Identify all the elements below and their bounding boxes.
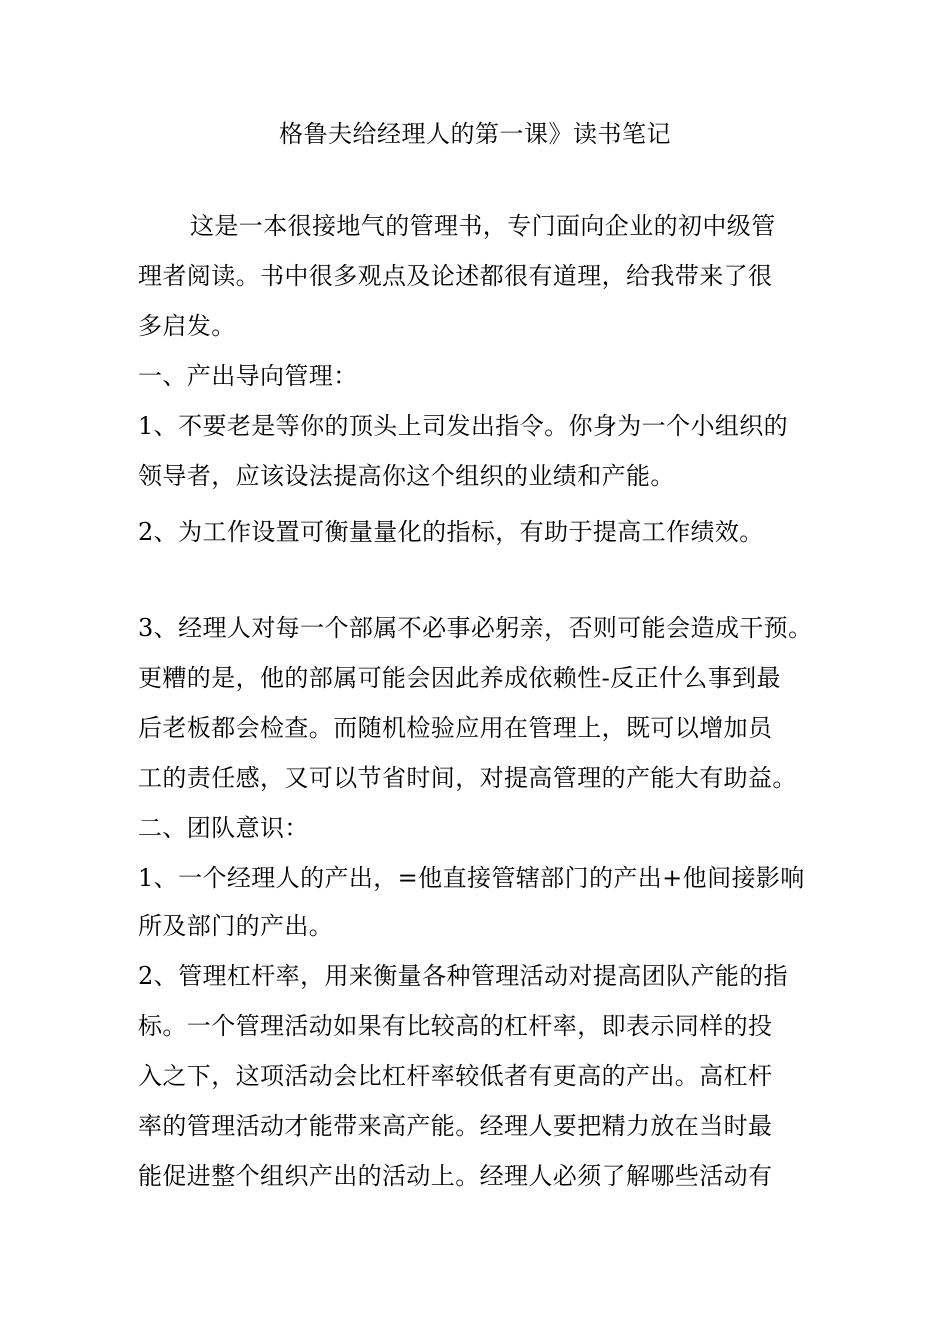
section-heading: 二、团队意识： [138, 814, 309, 842]
paragraph-line: 后老板都会检查。而随机检验应用在管理上，既可以增加员 [138, 714, 773, 742]
document-title: 格鲁夫给经理人的第一课》读书笔记 [279, 120, 671, 148]
paragraph-line: 2、管理杠杆率，用来衡量各种管理活动对提高团队产能的指 [138, 962, 789, 990]
paragraph-line: 2、为工作设置可衡量量化的指标，有助于提高工作绩效。 [138, 518, 764, 546]
paragraph-line: 多启发。 [138, 312, 236, 340]
paragraph-line: 领导者，应该设法提高你这个组织的业绩和产能。 [138, 462, 675, 490]
paragraph-line: 1、一个经理人的产出，=他直接管辖部门的产出+他间接影响 [138, 864, 805, 892]
section-heading: 一、产出导向管理： [138, 362, 358, 390]
paragraph-line: 率的管理活动才能带来高产能。经理人要把精力放在当时最 [138, 1112, 773, 1140]
paragraph-line: 能促进整个组织产出的活动上。经理人必须了解哪些活动有 [138, 1162, 773, 1190]
paragraph-line: 这是一本很接地气的管理书，专门面向企业的初中级管 [190, 212, 776, 240]
paragraph-line: 更糟的是，他的部属可能会因此养成依赖性-反正什么事到最 [138, 664, 781, 692]
paragraph-line: 3、经理人对每一个部属不必事必躬亲，否则可能会造成干预。 [138, 614, 813, 642]
paragraph-line: 所及部门的产出。 [138, 912, 334, 940]
paragraph-line: 标。一个管理活动如果有比较高的杠杆率，即表示同样的投 [138, 1012, 773, 1040]
paragraph-line: 理者阅读。书中很多观点及论述都很有道理，给我带来了很 [138, 262, 773, 290]
paragraph-line: 入之下，这项活动会比杠杆率较低者有更高的产出。高杠杆 [138, 1062, 773, 1090]
paragraph-line: 工的责任感，又可以节省时间，对提高管理的产能大有助益。 [138, 764, 797, 792]
paragraph-line: 1、不要老是等你的顶头上司发出指令。你身为一个小组织的 [138, 412, 789, 440]
